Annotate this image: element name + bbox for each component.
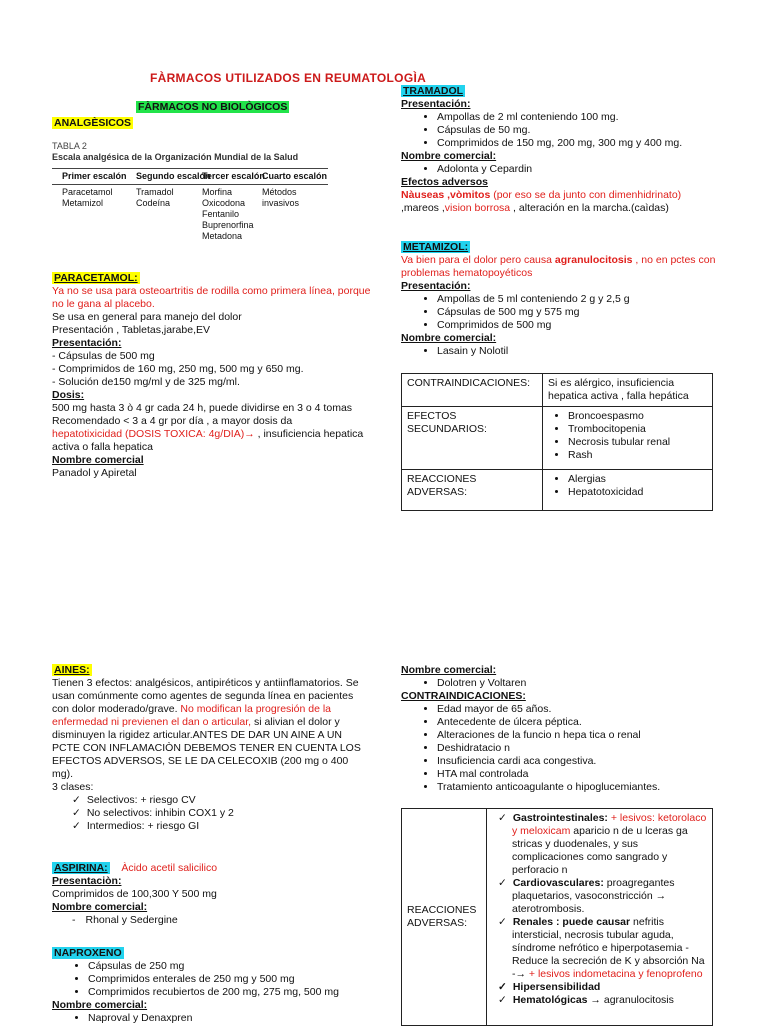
list-item: ✓ No selectivos: inhibin COX1 y 2 [86,807,370,820]
diclofenaco-ci-heading: CONTRAINDICACIONES: [401,690,526,702]
who-header-2: Segundo escalón [136,171,211,181]
list-item: • Comprimidos de 150 mg, 200 mg, 300 mg y 400 mg. [437,137,721,150]
metamizol-section [401,241,721,358]
tramadol-pres-heading: Presentación: [401,98,471,110]
naproxeno-section [52,947,370,1025]
text: + lesivos indometacina y fenoprofeno [526,968,703,980]
who-col-1 [62,187,113,209]
aines-clases-list [52,794,370,833]
list-item: • Comprimidos de 500 mg [437,319,721,332]
who-header-1: Primer escalón [62,171,127,181]
paracetamol-pres-heading: Presentación: [52,337,122,349]
list-item [512,877,707,916]
paracetamol-nc-heading: Nombre comercial [52,454,144,466]
paracetamol-line: Presentación , Tabletas,jarabe,EV [52,324,210,336]
metamizol-nc-heading: Nombre comercial: [401,332,497,344]
toxic-dose: hepatotixicidad (DOSIS TOXICA: 4g/DIA)→ [52,428,255,440]
table-row [402,407,713,470]
who-col-4 [262,187,328,209]
aspirina-subtitle: Àcido acetil salicilico [121,862,218,874]
paracetamol-pres-item: - Comprimidos de 160 mg, 250 mg, 500 mg y 650 mg. [52,363,304,375]
list-item: • Hepatotoxicidad [568,486,707,499]
who-header-row [52,168,328,185]
text: No modifican la progresión de la enfermedad ni previenen el dan o articular, [52,703,332,728]
who-cell: Codeína [136,198,171,208]
table-cell: CONTRAINDICACIONES: [402,374,543,407]
list-item: • Cápsulas de 500 mg y 575 mg [437,306,721,319]
analgesicos-label: ANALGÈSICOS [54,117,132,129]
who-caption-1: TABLA 2 [52,141,87,151]
aspirina-section [52,862,370,927]
aspirina-title: ASPIRINA: [54,862,108,874]
tramadol-nc-list [401,163,721,176]
table-cell [543,470,713,511]
who-cell: Paracetamol [62,187,113,197]
metamizol-title: METAMIZOL: [403,241,469,253]
text: Cardiovasculares: [512,877,604,889]
text: → agranulocitosis [587,994,674,1006]
who-cell: Métodos invasivos [262,187,300,208]
list-item: • Edad mayor de 65 años. [437,703,721,716]
text: , alteración en la marcha.(caìdas) [510,202,669,214]
list-item: • Insuficiencia cardi aca congestiva. [437,755,721,768]
who-cell: Metamizol [62,198,104,208]
who-cell: Oxicodona [202,198,246,208]
aspirina-nc-heading: Nombre comercial: [52,901,148,913]
list-item [512,994,707,1007]
text: vision borrosa [444,202,511,214]
text: + lesivos: ketorolaco y meloxicam [512,812,707,837]
aspirina-nc-list [52,914,370,927]
who-header-4: Cuarto escalón [262,171,328,181]
table-cell: REACCIONES ADVERSAS: [402,470,543,511]
tramadol-nausea: Nàuseas ,vòmitos [401,189,491,201]
paracetamol-title: PARACETAMOL: [54,272,138,284]
list-item: • Alergias [568,473,707,486]
no-bio-label: FÀRMACOS NO BIOLÒGICOS [138,101,288,113]
list-item: • Dolotren y Voltaren [437,677,721,690]
no-bio-heading [136,101,289,114]
list-item: • Adolonta y Cepardin [437,163,721,176]
page-title: FÀRMACOS UTILIZADOS EN REUMATOLOGÌA [150,71,427,85]
list-item: • Cápsulas de 250 mg [88,960,370,973]
analgesicos-heading [52,117,133,130]
who-header-3: Tercer escalón [202,171,265,181]
text: aparicio n de u lceras ga stricas y duodenales, y sus complicaciones como sangrado y perforacio n [512,825,688,876]
diclofenaco-section [401,664,721,794]
list-item: • Cápsulas de 50 mg. [437,124,721,137]
list-item: • Deshidratacio n [437,742,721,755]
who-caption-2: Escala analgésica de la Organización Mundial de la Salud [52,152,299,162]
tramadol-ea-line2 [401,202,721,215]
naproxeno-title: NAPROXENO [54,947,122,959]
list-item [512,812,707,877]
who-body [52,185,328,245]
table-cell: EFECTOS SECUNDARIOS: [402,407,543,470]
reacciones-list [492,812,707,1007]
list-item: • Broncoespasmo [568,410,707,423]
list-item: • Necrosis tubular renal [568,436,707,449]
aines-section [52,664,370,833]
text: , no en pctes con problemas hematopoyéticos [401,254,716,279]
diclofenaco-nc-heading: Nombre comercial: [401,664,497,676]
paracetamol-dosis-toxic [52,428,372,454]
table-cell: REACCIONES ADVERSAS: [402,809,487,1026]
aspirina-pres: Comprimidos de 100,300 Y 500 mg [52,888,217,900]
metamizol-pres-heading: Presentación: [401,280,471,292]
paracetamol-note: Ya no se usa para osteoartritis de rodilla como primera línea, porque no le gana al placebo. [52,285,371,310]
tramadol-ea-heading: Efectos adversos [401,176,488,188]
aines-title: AINES: [54,664,90,676]
list-item: ✓ Intermedios: + riesgo GI [86,820,370,833]
table-cell [543,407,713,470]
who-cell: Tramadol [136,187,174,197]
who-col-2 [136,187,174,209]
list-item: • Alteraciones de la funcio n hepa tica o renal [437,729,721,742]
list-item [512,916,707,981]
aines-clases-heading: 3 clases: [52,781,94,793]
tramadol-nausea-note: (por eso se da junto con dimenhidrinato) [490,189,682,201]
list-item: • Rash [568,449,707,462]
who-cell: Buprenorfina [202,220,254,230]
paracetamol-pres-item: - Cápsulas de 500 mg [52,350,155,362]
table-row [402,374,713,407]
list-item: • Antecedente de úlcera péptica. [437,716,721,729]
diclofenaco-ci-list [401,703,721,794]
text: Gastrointestinales: [512,812,608,824]
tramadol-nc-heading: Nombre comercial: [401,150,497,162]
tramadol-section [401,85,721,215]
naproxeno-nc-list [52,1012,370,1025]
metamizol-pres-list [401,293,721,332]
list-item: • Lasain y Nolotil [437,345,721,358]
metamizol-nc-list [401,345,721,358]
naproxeno-nc-heading: Nombre comercial: [52,999,148,1011]
tramadol-ea-line1 [401,189,721,202]
list-item: ✓ Hipersensibilidad [512,981,707,994]
list-item: • Naproval y Denaxpren [88,1012,370,1025]
text: proagregantes plaquetarios, vasoconstricción → aterotrombosis. [512,877,675,915]
text: Renales : puede causar [512,916,631,928]
diclofenaco-nc-list [401,677,721,690]
naproxeno-pres-list [52,960,370,999]
paracetamol-section [52,272,372,480]
who-col-3 [202,187,254,242]
metamizol-table [401,373,713,511]
text: nefritis intersticial, necrosis tubular aguda, síndrome nefrótico e hiperpotasemia - Reduce la secreción de K y absorción Na -→ [512,916,705,980]
metamizol-note [401,254,721,280]
tramadol-pres-list [401,111,721,150]
tramadol-title: TRAMADOL [403,85,464,97]
text: agranulocitosis [554,254,633,266]
list-item: • Comprimidos enterales de 250 mg y 500 mg [88,973,370,986]
text: ,mareos , [401,202,445,214]
text: Hematológicas [512,994,588,1006]
who-cell: Fentanilo [202,209,240,219]
table-cell: Si es alérgico, insuficiencia hepatica activa , falla hepática [543,374,713,407]
table-row [402,809,713,1026]
list-item: • Tratamiento anticoagulante o hipoglucemiantes. [437,781,721,794]
who-cell: Morfina [202,187,233,197]
list-item: • Trombocitopenia [568,423,707,436]
text: Tienen 3 efectos: analgésicos, antipiréticos y antiinflamatorios. Se usan comúnmente como agentes de segunda línea en pacientes con dolor moderado/grave. [52,677,359,715]
table-cell [487,809,713,1026]
toxic-dose-rest: , insuficiencia hepatica activa o falla hepatica [52,428,364,453]
paracetamol-dosis-heading: Dosis: [52,389,85,401]
paracetamol-dosis: 500 mg hasta 3 ò 4 gr cada 24 h, puede dividirse en 3 o 4 tomas [52,402,353,414]
list-item: • HTA mal controlada [437,768,721,781]
who-cell: Metadona [202,231,243,241]
list-item: • Ampollas de 2 ml conteniendo 100 mg. [437,111,721,124]
paracetamol-dosis: Recomendado < 3 a 4 gr por día , a mayor dosis da [52,415,293,427]
text: si alivian el dolor y disminuyen la rigidez articular.ANTES DE DAR UN AINE A UN PCTE CON INFLAMACIÒN DEBEMOS TENER EN CUENTA LOS EFECTOS ADVERSOS, SE LE DA CELECOXIB (200 mg o 400 mg). [52,716,361,780]
list-item: • Comprimidos recubiertos de 200 mg, 275 mg, 500 mg [88,986,370,999]
list-item: • Ampollas de 5 ml conteniendo 2 g y 2,5 g [437,293,721,306]
aspirina-pres-heading: Presentaciòn: [52,875,122,887]
paracetamol-nc: Panadol y Apiretal [52,467,137,479]
list-item: - Rhonal y Sedergine [86,914,370,927]
reacciones-table [401,808,713,1026]
aines-paragraph [52,677,370,781]
table-row [402,470,713,511]
list-item: ✓ Selectivos: + riesgo CV [86,794,370,807]
who-analgesic-table [52,141,328,249]
text: Va bien para el dolor pero causa [401,254,555,266]
paracetamol-line: Se usa en general para manejo del dolor [52,311,242,323]
paracetamol-pres-item: - Solución de150 mg/ml y de 325 mg/ml. [52,376,240,388]
